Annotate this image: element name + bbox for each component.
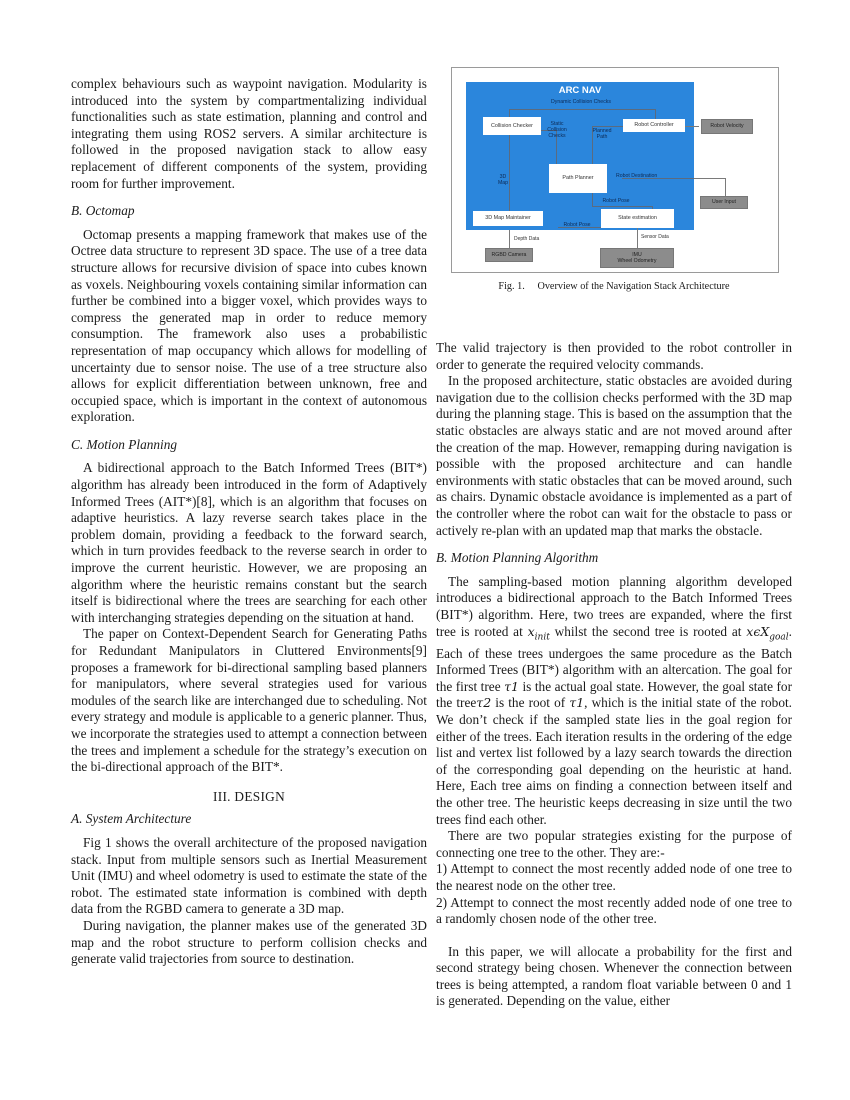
math-subscript: init (534, 632, 550, 642)
motion-planning-algorithm-paragraph-1 (436, 574, 792, 828)
line-dynamic-top (509, 109, 655, 110)
line-pose-up-b (592, 206, 652, 207)
text-run: is the root of (491, 695, 570, 711)
text-run: . Each of these trees undergoes the same procedure as the Batch Informed Trees (BIT*) algorithm with an altercation. The goal for the first tree (436, 623, 792, 694)
line-dynamic-right (655, 109, 656, 119)
text-run: The sampling-based motion planning algorithm developed introduces a bidirectional approach to the Batch Informed Trees (BIT*) algorithm. Here, two trees are expanded, where the first tree is rooted at (436, 573, 792, 639)
box-robot-controller: Robot Controller (623, 119, 685, 132)
wheel-odometry-label: Wheel Odometry (617, 258, 657, 264)
system-architecture-paragraph-2: During navigation, the planner makes use of the generated 3D map and the robot structure to perform collision checks and generate valid trajectories from source to destination. (71, 917, 427, 967)
math-tau-1: τ1 (504, 678, 519, 694)
label-planned-path: Planned Path (592, 128, 612, 140)
spacer (436, 928, 792, 944)
line-dynamic-left (509, 109, 510, 117)
box-state-estimation: State estimation (601, 209, 674, 228)
box-imu-wheel-odometry (600, 248, 674, 268)
section-heading-motion-planning-algorithm: B. Motion Planning Algorithm (436, 550, 599, 566)
text-run: , which is the initial state of the robot. We don’t check if the sampled state lies in the goal region for either of the trees. Each iteration results in the ordering of the edge list and vertex list followed by a lazy search towards the direction of the corresponding goal depending on the heuristic at hand. Here, Each tree aims on finding a connection between itself and the other tree. The heuristic keeps decreasing in size until the two trees find each other. (436, 695, 792, 827)
section-title-design: III. DESIGN (213, 788, 285, 804)
arc-nav-container (466, 82, 694, 230)
label-depth-data: Depth Data (514, 236, 540, 242)
strategy-item-1: 1) Attempt to connect the most recently added node of one tree to the nearest node on the other tree. (436, 861, 792, 893)
motion-planning-algorithm-paragraph-3: In this paper, we will allocate a probability for the first and second strategy being chosen. Whenever the connection between trees is being attempted, a random float variable between 0 and 1 is generated. Depending on the value, either (436, 943, 792, 1009)
box-path-planner: Path Planner (549, 164, 607, 193)
label-robot-pose-upper: Robot Pose (602, 198, 630, 204)
box-collision-checker: Collision Checker (483, 117, 541, 135)
label-sensor-data: Sensor Data (641, 234, 669, 240)
system-architecture-paragraph-1: Fig 1 shows the overall architecture of the proposed navigation stack. Input from multiple sensors such as Inertial Measurement Unit (IMU) and wheel odometry is used to estimate the state of the robot. The estimated state information is combined with depth data from the RGBD camera to generate a 3D map. (71, 834, 427, 917)
box-user-input: User Input (700, 196, 748, 209)
line-user-input-a (694, 178, 726, 179)
math-symbol: x (527, 623, 535, 639)
motion-planning-paragraph-2: The paper on Context-Dependent Search for Generating Paths for Redundant Manipulators in Cluttered Environments[9] proposes a framework for bi-directional sampling based planners for manipulators, where several strategies used for various modules of the search like are interchanged due to scheduling. Not every strategy and module is applicable to a generic planner. Thus, we incorporate the strategies used to attempt a connection between the trees and implement a schedule for the strategy’s execution on the bi-directional approach of the BIT*. (71, 626, 427, 775)
line-sensor-data (637, 228, 638, 248)
arc-nav-title: ARC NAV (558, 85, 602, 96)
right-paragraph-2: In the proposed architecture, static obstacles are avoided during navigation due to the collision checks performed with the 3D map during the planning stage. This is based on the assumption that the static obstacles are always static and are not moved around after the creation of the map. However, remapping during navigation is possible with the proposed architecture and can handle environments with static obstacles that can be moved around, such as chairs. Dynamic obstacle avoidance is implemented as a part of the controller where the robot can wait for the obstacle to pass or actively re-plan with an updated map that marks the obstacle. (436, 373, 792, 538)
label-static-collision-checks: Static Collision Checks (547, 121, 567, 139)
box-rgbd-camera: RGBD Camera (485, 248, 533, 262)
math-x-goal (746, 623, 789, 642)
line-pose-up-a (592, 193, 593, 206)
figure-caption: Fig. 1. Overview of the Navigation Stack Architecture (498, 281, 730, 292)
label-robot-pose-lower: Robot Pose (563, 222, 591, 228)
imu-label: IMU (632, 251, 642, 258)
right-column (436, 340, 792, 1010)
math-subscript: goal (769, 632, 789, 642)
label-3d-map: 3D Map (497, 174, 509, 186)
math-tau-1: τ1 (569, 695, 585, 711)
motion-planning-algorithm-paragraph-2: There are two popular strategies existing for the purpose of connecting one tree to the other. They are:- (436, 828, 792, 860)
section-heading-octomap: B. Octomap (71, 203, 135, 219)
left-column (71, 76, 427, 968)
strategy-item-2: 2) Attempt to connect the most recently added node of one tree to a randomly chosen node of the other tree. (436, 894, 792, 927)
box-3d-map-maintainer: 3D Map Maintainer (473, 211, 543, 226)
label-robot-destination: Robot Destination (616, 173, 658, 179)
line-velocity (685, 126, 699, 127)
math-tau-2: τ2 (476, 695, 492, 711)
section-heading-system-architecture: A. System Architecture (71, 811, 192, 827)
label-dynamic-collision-checks: Dynamic Collision Checks (551, 99, 611, 105)
architecture-figure (451, 67, 779, 273)
intro-continuation: complex behaviours such as waypoint navigation. Modularity is introduced into the system by compartmentalizing individual functionalities such as state estimation, planning and control and integrating them using ROS2 servers. A similar architecture is followed in the proposed navigation stack to allow easy replacement of different components of the system, providing room for further improvement. (71, 76, 427, 191)
octomap-paragraph: Octomap presents a mapping framework that makes use of the Octree data structure to represent 3D space. The use of a tree data structure allows for recursive division of space into cubes known as voxels. Neighbouring voxels containing similar information can further be combined into a bigger voxel, which provides ways to compress the generated map in order to reduce memory consumption. The framework also uses a probabilistic representation of map occupancy which allows for modelling of uncertainty due to sensor noise. The use of a tree structure also allows for explicit differentiation between unknown, free and occupied space, which is important in the context of autonomous exploration. (71, 226, 427, 425)
text-run: whilst the second tree is rooted at (549, 623, 747, 639)
right-paragraph-1: The valid trajectory is then provided to the robot controller in order to generate the required velocity commands. (436, 340, 792, 372)
box-robot-velocity: Robot Velocity (701, 119, 753, 134)
math-x-init (527, 623, 550, 642)
math-symbol: xϵX (746, 623, 770, 639)
line-depth-data (509, 230, 510, 248)
text-run: is the actual goal state. However, the goal state for the tree (436, 678, 793, 711)
section-heading-motion-planning: C. Motion Planning (71, 436, 178, 452)
motion-planning-paragraph-1: A bidirectional approach to the Batch Informed Trees (BIT*) algorithm has already been introduced in the form of Adaptively Informed Trees (AIT*)[8], which is an algorithm that focuses on adaptive heuristics. A lazy reverse search takes place in the problem domain, providing a feedback to the forward search, which in turn provides feedback to the reverse search in order to improve the current heuristic. However, we are proposing an algorithm where the heuristic remains constant but the search itself is bidirectional where the trees are searching for each other with interchanging strategies depending on the situation at hand. (71, 460, 427, 625)
